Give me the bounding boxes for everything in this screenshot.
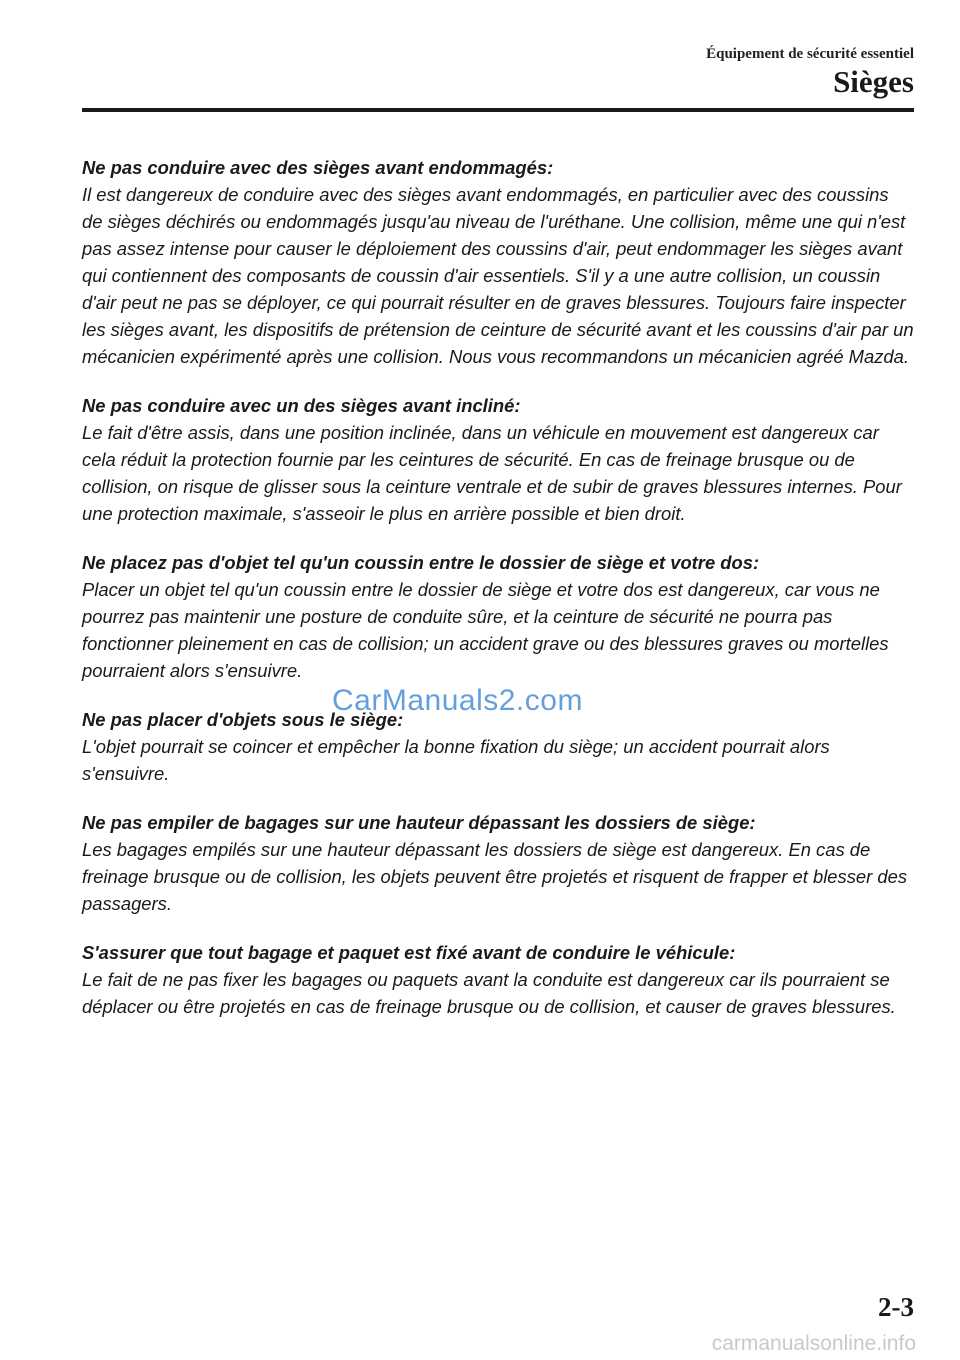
chapter-title: Sièges xyxy=(833,64,914,99)
warning-block xyxy=(82,549,914,684)
warning-block xyxy=(82,706,914,787)
warning-title: Ne pas conduire avec des sièges avant endommagés: xyxy=(82,157,554,178)
warning-title: Ne pas conduire avec un des sièges avant incliné: xyxy=(82,395,521,416)
warning-block xyxy=(82,392,914,527)
warning-title: Ne pas placer d'objets sous le siège: xyxy=(82,709,404,730)
warning-body: Placer un objet tel qu'un coussin entre le dossier de siège et votre dos est dangereux, car vous ne pourrez pas maintenir une posture de conduite sûre, et la ceinture de sécurité ne pourra pas fonctionner pleinement en cas de collision; un accident grave ou des blessures graves ou mortelles pourraient alors s'ensuivre. xyxy=(82,579,889,681)
section-title: Équipement de sécurité essentiel xyxy=(706,46,914,62)
warning-block xyxy=(82,939,914,1020)
header-divider xyxy=(82,108,914,112)
warning-title: S'assurer que tout bagage et paquet est fixé avant de conduire le véhicule: xyxy=(82,942,736,963)
warning-body: Il est dangereux de conduire avec des sièges avant endommagés, en particulier avec des coussins de sièges déchirés ou endommagés jusqu'au niveau de l'uréthane. Une collision, même une qui n'est pas assez intense pour causer le déploiement des coussins d'air, peut endommager les sièges avant qui contiennent des composants de coussin d'air essentiels. S'il y a une autre collision, un coussin d'air peut ne pas se déployer, ce qui pourrait résulter en de graves blessures. Toujours faire inspecter les sièges avant, les dispositifs de prétension de ceinture de sécurité avant et les coussins d'air par un mécanicien expérimenté après une collision. Nous vous recommandons un mécanicien agréé Mazda. xyxy=(82,184,914,367)
warning-body: Les bagages empilés sur une hauteur dépassant les dossiers de siège est dangereux. En cas de freinage brusque ou de collision, les objets peuvent être projetés et risquent de frapper et blesser des passagers. xyxy=(82,839,908,914)
warning-block xyxy=(82,809,914,917)
warning-block xyxy=(82,154,914,370)
page-number: 2-3 xyxy=(878,1292,914,1322)
warning-body: Le fait d'être assis, dans une position inclinée, dans un véhicule en mouvement est dangereux car cela réduit la protection fournie par les ceintures de sécurité. En cas de freinage brusque ou de collision, on risque de glisser sous la ceinture ventrale et de subir de graves blessures internes. Pour une protection maximale, s'asseoir le plus en arrière possible et bien droit. xyxy=(82,422,902,524)
warning-body: L'objet pourrait se coincer et empêcher la bonne fixation du siège; un accident pourrait alors s'ensuivre. xyxy=(82,736,830,784)
warning-title: Ne placez pas d'objet tel qu'un coussin entre le dossier de siège et votre dos: xyxy=(82,552,760,573)
footer-watermark: carmanualsonline.info xyxy=(711,1332,916,1355)
watermark-logo: CarManuals2.com xyxy=(332,684,583,717)
warning-title: Ne pas empiler de bagages sur une hauteur dépassant les dossiers de siège: xyxy=(82,812,756,833)
warning-content xyxy=(82,154,914,1042)
warning-body: Le fait de ne pas fixer les bagages ou paquets avant la conduite est dangereux car ils pourraient se déplacer ou être projetés en cas de freinage brusque ou de collision, et causer de graves blessures. xyxy=(82,969,896,1017)
